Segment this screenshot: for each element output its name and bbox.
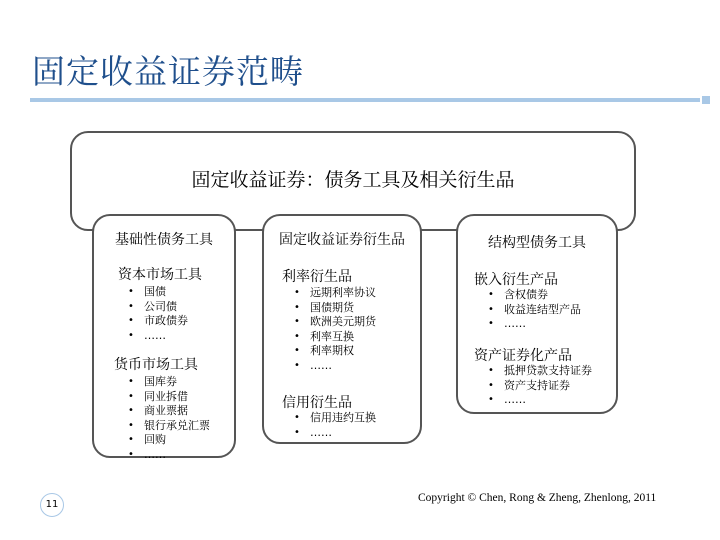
list-item: • 欧洲美元期货: [294, 315, 376, 330]
list-item: • 银行承兑汇票: [128, 419, 210, 434]
root-label: 固定收益证券：债务工具及相关衍生品: [191, 169, 515, 191]
copyright-notice: Copyright © Chen, Rong & Zheng, Zhenlong, 2011: [418, 492, 657, 504]
list-item: • 利率期权: [294, 344, 376, 359]
list-item: • 同业拆借: [128, 390, 210, 405]
item-list: [128, 285, 188, 343]
list-item: • ……: [294, 359, 376, 374]
item-list: [488, 364, 592, 408]
column-heading: 固定收益证券衍生品: [279, 232, 405, 248]
section-title: 利率衍生品: [282, 269, 352, 285]
item-list: [294, 411, 376, 440]
list-item: • 资产支持证券: [488, 379, 592, 394]
list-item: • ……: [488, 317, 581, 332]
list-item: • 商业票据: [128, 404, 210, 419]
list-item: • 市政债券: [128, 314, 188, 329]
column-heading: 基础性债务工具: [115, 232, 213, 248]
slide-title: 固定收益证券范畴: [32, 52, 304, 91]
section-title: 资本市场工具: [118, 267, 202, 283]
page-number-badge: [40, 493, 64, 517]
list-item: • 远期利率协议: [294, 286, 376, 301]
list-item: • 回购: [128, 433, 210, 448]
list-item: • 公司债: [128, 300, 188, 315]
title-underline-end: [702, 96, 710, 104]
list-item: • ……: [128, 329, 188, 344]
list-item: • ……: [294, 426, 376, 441]
list-item: • 国债期货: [294, 301, 376, 316]
list-item: • ……: [128, 448, 210, 463]
list-item: • 抵押贷款支持证券: [488, 364, 592, 379]
list-item: • 国债: [128, 285, 188, 300]
section-title: 信用衍生品: [282, 395, 352, 411]
item-list: [128, 375, 210, 462]
item-list: [488, 288, 581, 332]
column-heading: 结构型债务工具: [488, 235, 586, 251]
list-item: • ……: [488, 393, 592, 408]
list-item: • 收益连结型产品: [488, 303, 581, 318]
list-item: • 信用违约互换: [294, 411, 376, 426]
item-list: [294, 286, 376, 373]
title-underline: [30, 98, 700, 102]
page-number: 11: [45, 499, 59, 510]
list-item: • 利率互换: [294, 330, 376, 345]
section-title: 资产证券化产品: [474, 348, 572, 364]
section-title: 嵌入衍生产品: [474, 272, 558, 288]
section-title: 货币市场工具: [114, 357, 198, 373]
list-item: • 含权债券: [488, 288, 581, 303]
list-item: • 国库券: [128, 375, 210, 390]
